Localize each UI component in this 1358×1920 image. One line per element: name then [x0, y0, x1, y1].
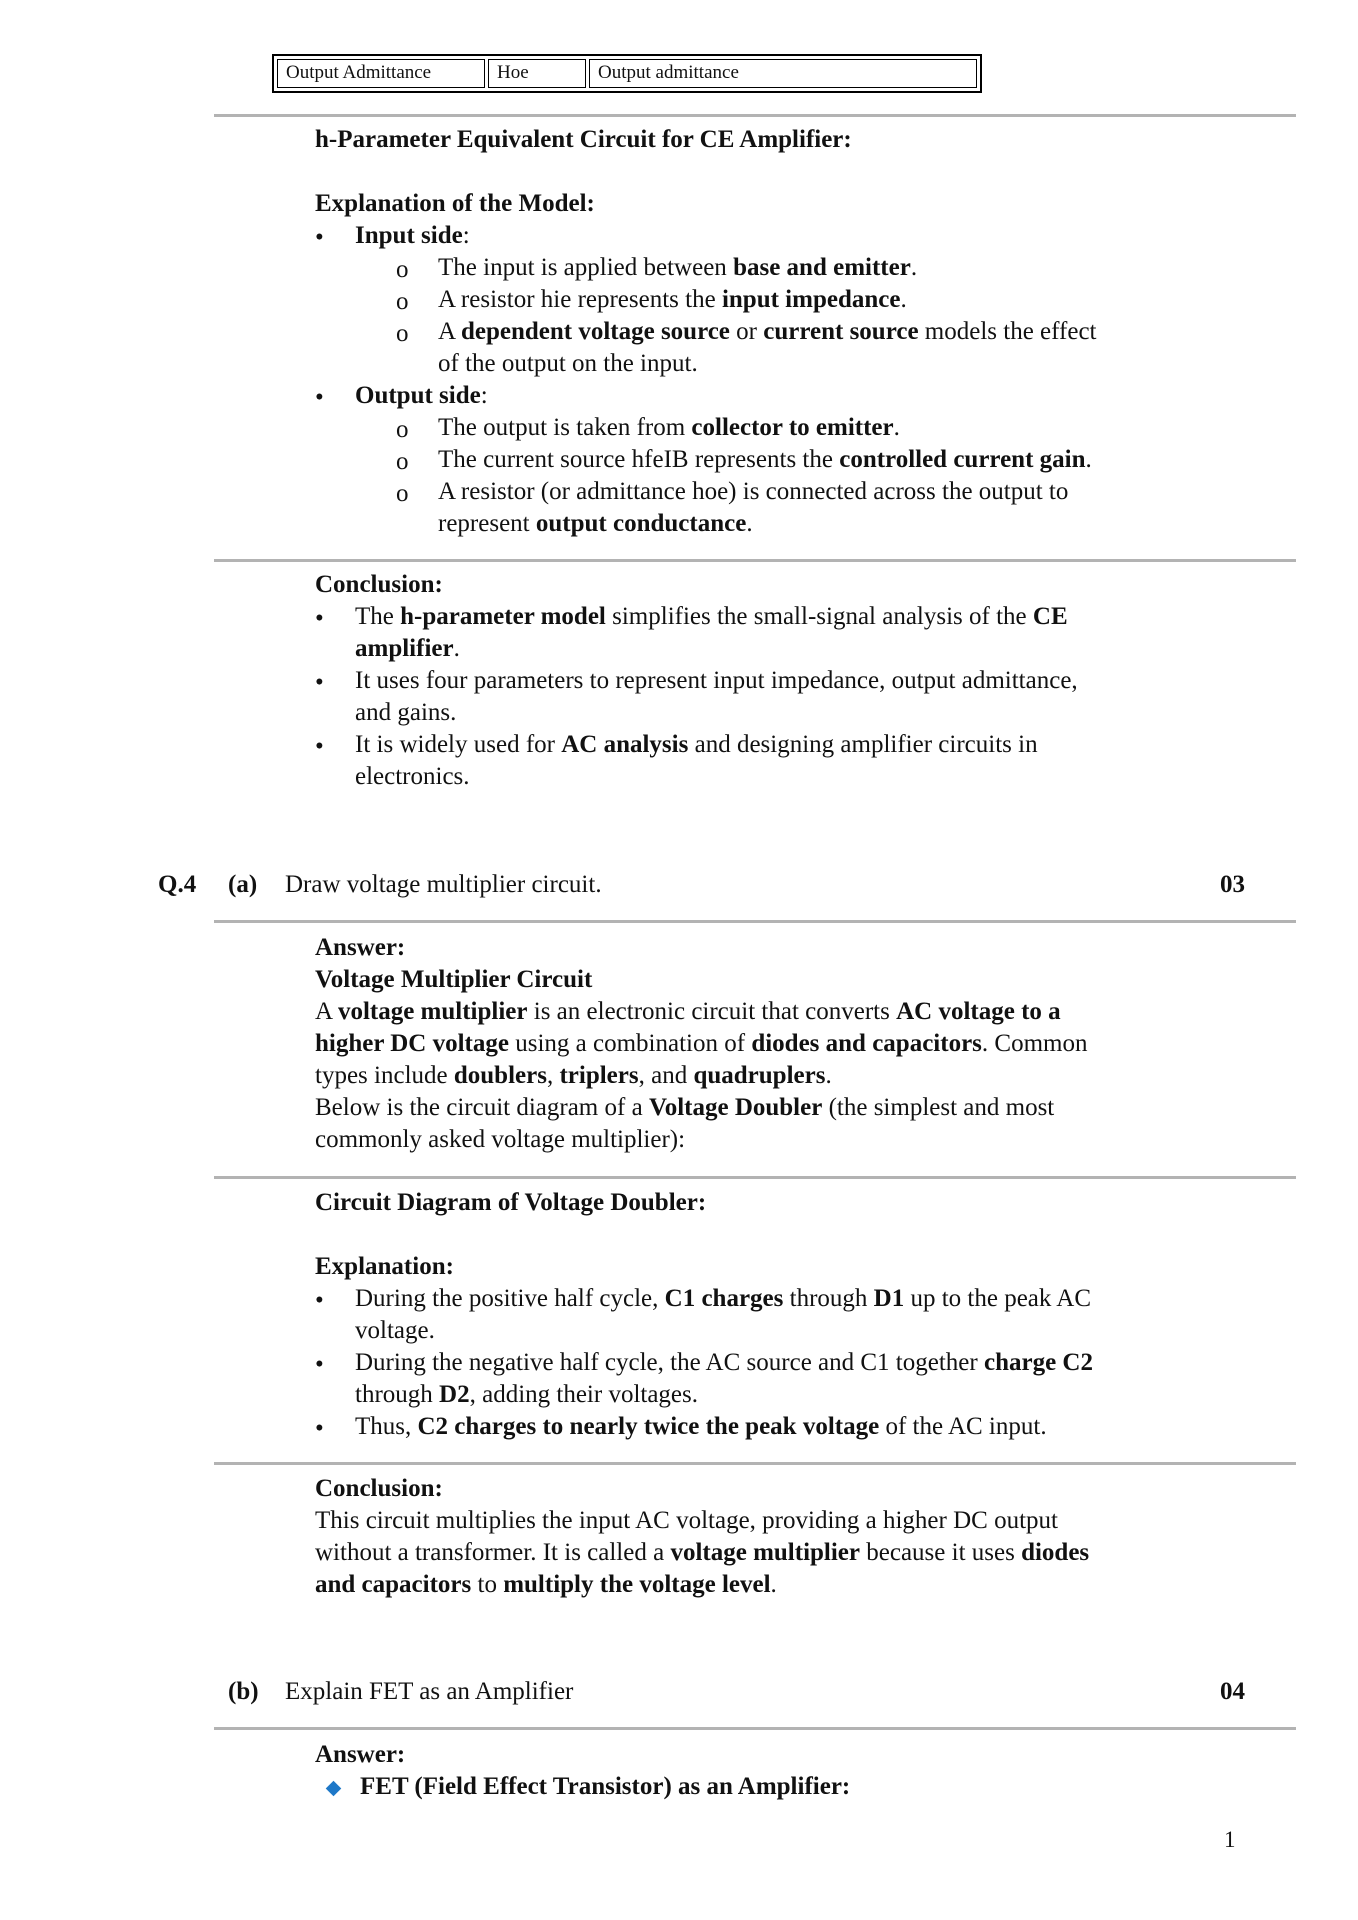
divider: [214, 1727, 1296, 1730]
question-number: Q.4: [158, 871, 197, 898]
table-row: [277, 59, 977, 88]
output-item: A resistor (or admittance hoe) is connected across the output to: [438, 478, 1069, 505]
question-marks: 04: [1220, 1678, 1245, 1705]
question-part: (a): [228, 871, 258, 898]
explanation-heading: Explanation:: [315, 1253, 454, 1280]
output-side-item: Output side:: [355, 382, 488, 409]
divider: [214, 1462, 1296, 1465]
parameter-table: [272, 54, 982, 93]
question-text: Explain FET as an Amplifier: [285, 1678, 574, 1705]
fet-heading: FET (Field Effect Transistor) as an Amplifier:: [360, 1773, 851, 1800]
conclusion-item-continued: and gains.: [355, 699, 457, 726]
input-side-item: Input side:: [355, 222, 470, 249]
answer-line: Below is the circuit diagram of a Voltage Doubler (the simplest and most: [315, 1094, 1055, 1121]
conclusion-heading: Conclusion:: [315, 1475, 443, 1502]
input-item: The input is applied between base and emitter.: [438, 254, 918, 281]
conclusion-item-continued: electronics.: [355, 763, 470, 790]
answer-label: Answer:: [315, 1741, 406, 1768]
question-marks: 03: [1220, 871, 1245, 898]
divider: [214, 114, 1296, 117]
conclusion-line: This circuit multiplies the input AC voltage, providing a higher DC output: [315, 1507, 1058, 1534]
explanation-item-continued: voltage.: [355, 1317, 435, 1344]
page-number: 1: [1224, 1827, 1236, 1852]
table-cell-parameter: Output Admittance: [277, 59, 485, 88]
diamond-bullet-icon: [326, 1781, 342, 1797]
answer-title: Voltage Multiplier Circuit: [315, 966, 593, 993]
table-cell-symbol: Hoe: [488, 59, 586, 88]
conclusion-item: The h-parameter model simplifies the small-signal analysis of the CE: [355, 603, 1068, 630]
explanation-item: Thus, C2 charges to nearly twice the peak voltage of the AC input.: [355, 1413, 1047, 1440]
conclusion-item-continued: amplifier.: [355, 635, 460, 662]
answer-line: commonly asked voltage multiplier):: [315, 1126, 686, 1153]
explanation-heading: Explanation of the Model:: [315, 190, 595, 217]
input-item: A resistor hie represents the input impedance.: [438, 286, 907, 313]
section-heading: h-Parameter Equivalent Circuit for CE Amplifier:: [315, 126, 852, 153]
divider: [214, 920, 1296, 923]
conclusion-line: without a transformer. It is called a voltage multiplier because it uses diodes: [315, 1539, 1090, 1566]
question-part: (b): [228, 1678, 259, 1705]
question-text: Draw voltage multiplier circuit.: [285, 871, 602, 898]
explanation-item: During the negative half cycle, the AC source and C1 together charge C2: [355, 1349, 1093, 1376]
divider: [214, 1176, 1296, 1179]
output-item: The output is taken from collector to emitter.: [438, 414, 900, 441]
answer-label: Answer:: [315, 934, 406, 961]
table-cell-description: Output admittance: [589, 59, 977, 88]
input-item: A dependent voltage source or current source models the effect: [438, 318, 1097, 345]
output-item: The current source hfeIB represents the controlled current gain.: [438, 446, 1092, 473]
conclusion-item: It uses four parameters to represent input impedance, output admittance,: [355, 667, 1078, 694]
explanation-item-continued: through D2, adding their voltages.: [355, 1381, 699, 1408]
answer-line: types include doublers, triplers, and quadruplers.: [315, 1062, 832, 1089]
conclusion-item: It is widely used for AC analysis and designing amplifier circuits in: [355, 731, 1038, 758]
divider: [214, 559, 1296, 562]
output-item-continued: represent output conductance.: [438, 510, 753, 537]
conclusion-heading: Conclusion:: [315, 571, 443, 598]
explanation-item: During the positive half cycle, C1 charges through D1 up to the peak AC: [355, 1285, 1091, 1312]
answer-line: higher DC voltage using a combination of diodes and capacitors. Common: [315, 1030, 1088, 1057]
input-item-continued: of the output on the input.: [438, 350, 698, 377]
conclusion-line: and capacitors to multiply the voltage level.: [315, 1571, 777, 1598]
section-heading: Circuit Diagram of Voltage Doubler:: [315, 1189, 707, 1216]
answer-line: A voltage multiplier is an electronic circuit that converts AC voltage to a: [315, 998, 1061, 1025]
